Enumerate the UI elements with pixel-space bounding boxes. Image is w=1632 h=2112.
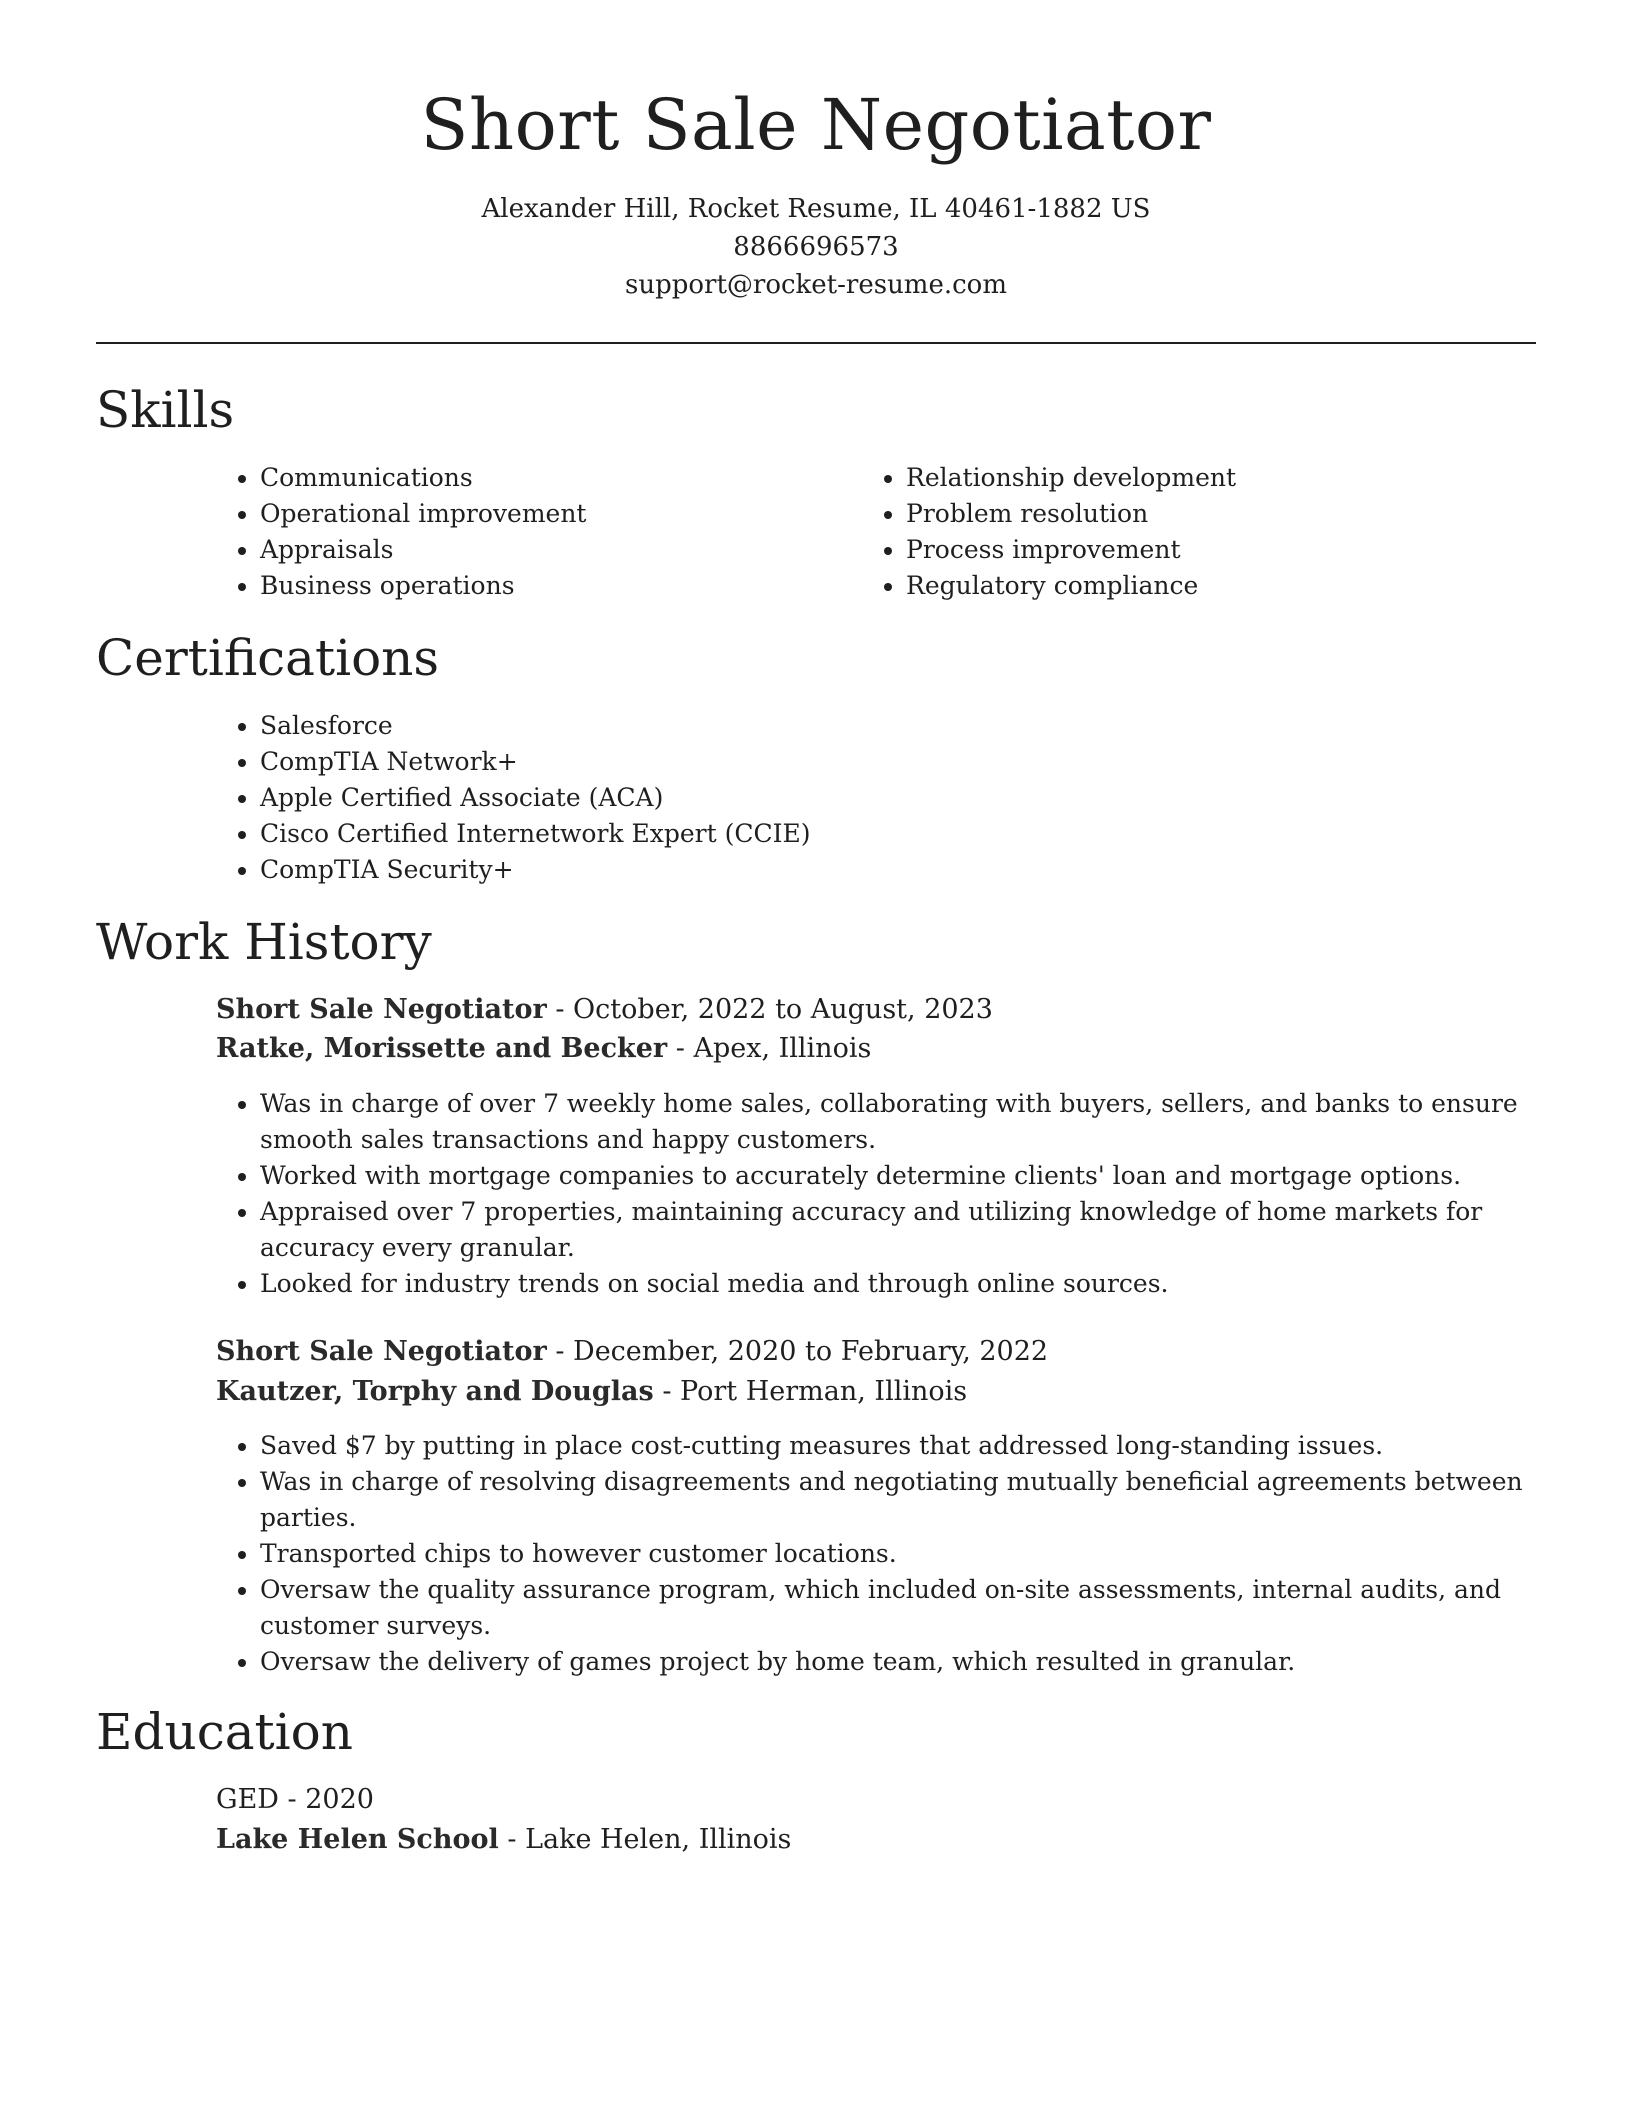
job-1-dates: October, 2022 to August, 2023 [573, 994, 993, 1025]
job-1-company-line [216, 1029, 871, 1069]
job-bullet: • Appraised over 7 properties, maintaining accuracy and utilizing knowledge of home markets for accuracy every granular. [260, 1194, 1560, 1266]
certification-item: • CompTIA Network+ [260, 744, 810, 780]
job-2-dates: December, 2020 to February, 2022 [573, 1336, 1049, 1367]
job-1-title: Short Sale Negotiator [216, 994, 547, 1025]
header-divider [96, 342, 1536, 344]
job-2-title-line [216, 1332, 1048, 1372]
job-1-title-line [216, 990, 993, 1030]
job-1-location: Apex, Illinois [693, 1033, 872, 1064]
job-bullet: • Oversaw the quality assurance program, which included on-site assessments, internal audits, and customer surveys. [260, 1572, 1560, 1644]
job-bullet: • Looked for industry trends on social media and through online sources. [260, 1266, 1560, 1302]
skill-item: • Business operations [260, 568, 586, 604]
education-school-line [216, 1820, 791, 1860]
separator: - [667, 1033, 694, 1064]
separator: - [546, 994, 574, 1025]
separator: - [653, 1376, 681, 1407]
certification-item: • Apple Certified Associate (ACA) [260, 780, 810, 816]
certification-item: • CompTIA Security+ [260, 852, 810, 888]
resume-title: Short Sale Negotiator [420, 84, 1212, 166]
job-2-company-line [216, 1372, 967, 1412]
contact-address: Alexander Hill, Rocket Resume, IL 40461-1882 US [481, 194, 1151, 224]
certification-item: • Cisco Certified Internetwork Expert (CCIE) [260, 816, 810, 852]
job-bullet: • Saved $7 by putting in place cost-cutting measures that addressed long-standing issues. [260, 1428, 1560, 1464]
education-degree-line [216, 1780, 374, 1820]
job-bullet: • Was in charge of resolving disagreements and negotiating mutually beneficial agreements between parties. [260, 1464, 1560, 1536]
separator: - [278, 1784, 306, 1815]
certifications-list [216, 708, 810, 888]
job-2-bullets [216, 1428, 1560, 1680]
skill-item: • Operational improvement [260, 496, 586, 532]
job-bullet: • Was in charge of over 7 weekly home sales, collaborating with buyers, sellers, and banks to ensure smooth sales transactions and happy customers. [260, 1086, 1560, 1158]
education-heading: Education [96, 1703, 353, 1761]
separator: - [498, 1824, 526, 1855]
skill-item: • Relationship development [906, 460, 1236, 496]
contact-phone: 8866696573 [733, 232, 899, 262]
job-2-company: Kautzer, Torphy and Douglas [216, 1376, 654, 1407]
education-school: Lake Helen School [216, 1824, 499, 1855]
certification-item: • Salesforce [260, 708, 810, 744]
education-degree: GED [216, 1784, 279, 1815]
skill-item: • Communications [260, 460, 586, 496]
job-bullet: • Transported chips to however customer locations. [260, 1536, 1560, 1572]
skills-heading: Skills [96, 381, 235, 439]
skills-list-right [862, 460, 1236, 604]
job-1-bullets [216, 1086, 1560, 1302]
skill-item: • Problem resolution [906, 496, 1236, 532]
contact-email: support@rocket-resume.com [624, 270, 1007, 300]
job-bullet: • Worked with mortgage companies to accurately determine clients' loan and mortgage options. [260, 1158, 1560, 1194]
skill-item: • Process improvement [906, 532, 1236, 568]
job-bullet: • Oversaw the delivery of games project by home team, which resulted in granular. [260, 1644, 1560, 1680]
education-year: 2020 [305, 1784, 374, 1815]
work-history-heading: Work History [96, 913, 432, 971]
certifications-heading: Certifications [96, 629, 440, 687]
skills-list-left [216, 460, 586, 604]
separator: - [546, 1336, 574, 1367]
education-location: Lake Helen, Illinois [525, 1824, 792, 1855]
job-2-title: Short Sale Negotiator [216, 1336, 547, 1367]
job-1-company: Ratke, Morissette and Becker [216, 1033, 668, 1064]
skill-item: • Regulatory compliance [906, 568, 1236, 604]
skill-item: • Appraisals [260, 532, 586, 568]
job-2-location: Port Herman, Illinois [680, 1376, 968, 1407]
